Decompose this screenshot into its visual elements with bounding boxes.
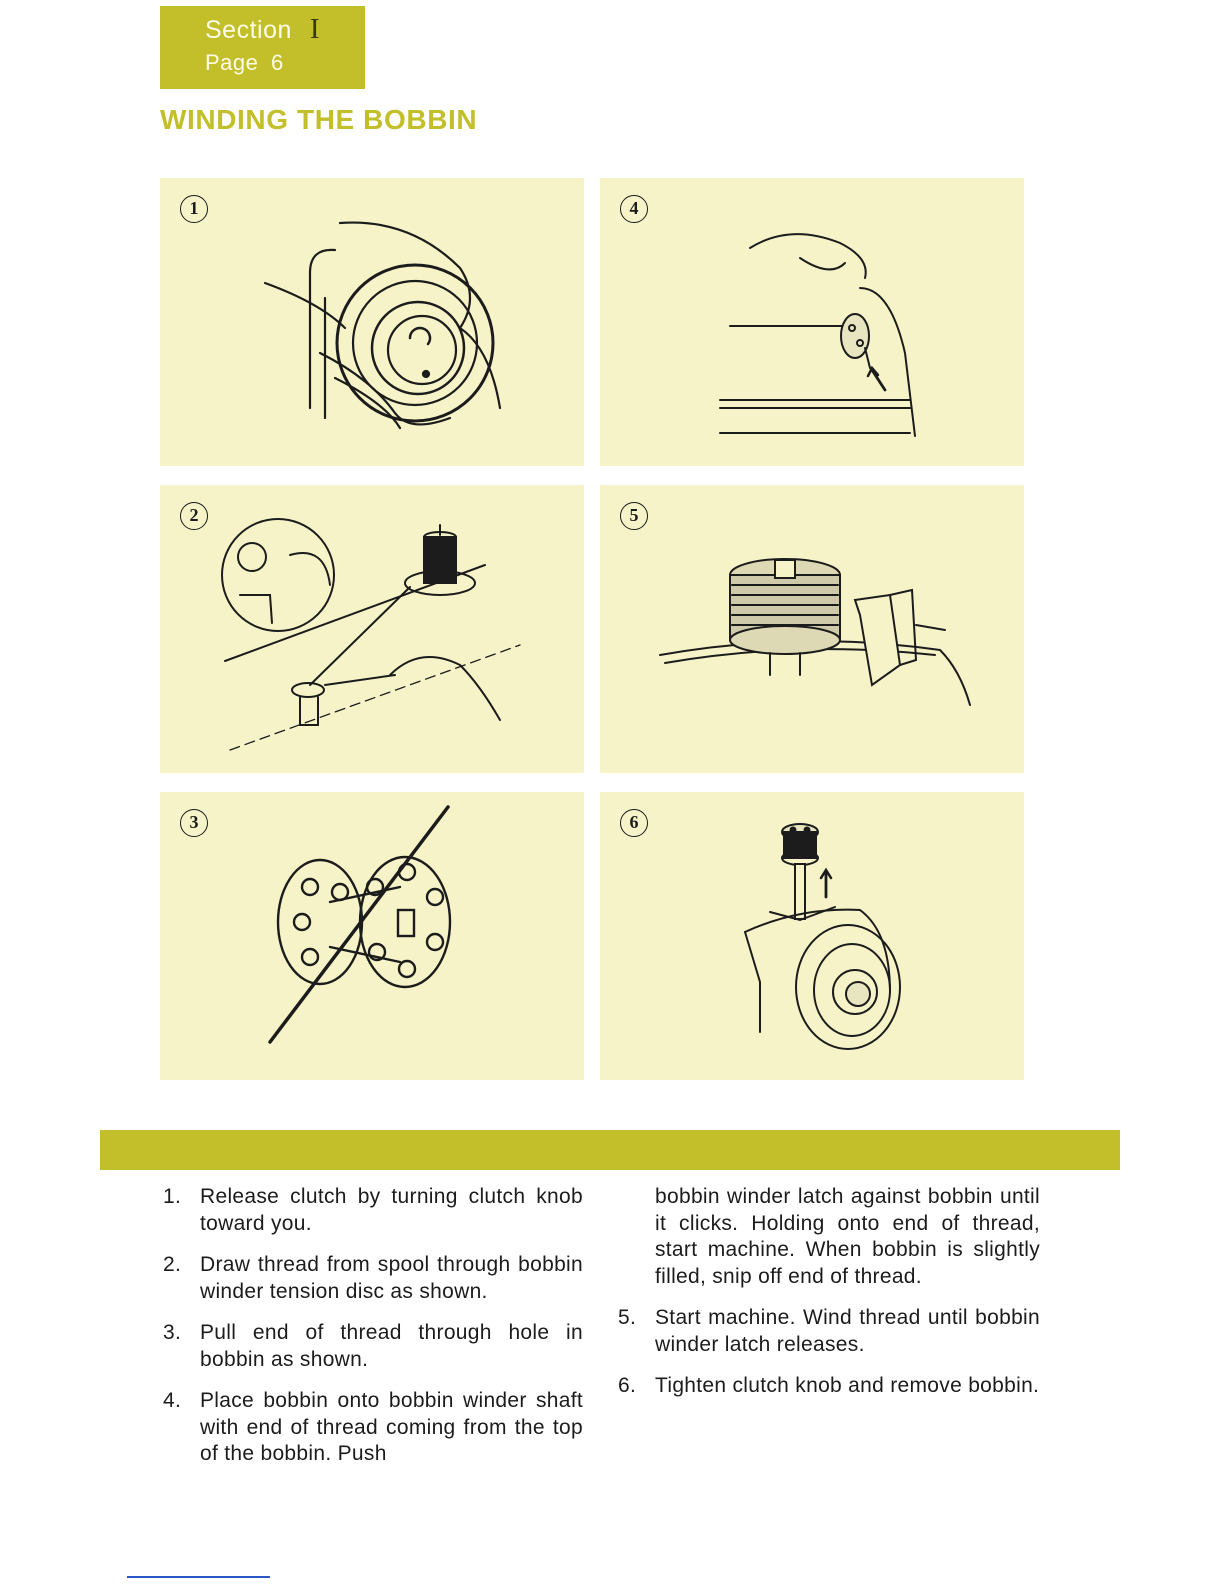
instruction-text: Tighten clutch knob and remove bobbin. <box>655 1374 1040 1397</box>
instruction-item <box>163 1184 583 1237</box>
instruction-item <box>163 1388 583 1468</box>
instruction-item <box>163 1252 583 1305</box>
step-panel-6 <box>600 792 1024 1080</box>
instructions-right-column <box>618 1184 1040 1415</box>
bobbin-winding-thread-icon <box>600 485 1024 773</box>
instruction-continuation: bobbin winder latch against bobbin until it clicks. Holding onto end of thread, start machine. When bobbin is slightly filled, snip off end of thread. <box>655 1185 1040 1288</box>
page-title: WINDING THE BOBBIN <box>160 104 478 135</box>
instruction-text: Start machine. Wind thread until bobbin winder latch releases. <box>655 1306 1040 1356</box>
instruction-text: Release clutch by turning clutch knob toward you. <box>200 1185 583 1235</box>
step-number: 2 <box>180 502 208 530</box>
instruction-text: Place bobbin onto bobbin winder shaft with end of thread coming from the top of the bobbin. Push <box>200 1389 583 1465</box>
step-panel-1 <box>160 178 584 466</box>
section-label: Section <box>205 16 292 44</box>
instruction-item <box>618 1305 1040 1358</box>
clutch-knob-hand-icon <box>160 178 584 466</box>
step-number: 5 <box>620 502 648 530</box>
step-number: 6 <box>620 809 648 837</box>
remove-bobbin-icon <box>600 792 1024 1080</box>
bobbin-thread-through-hole-icon <box>160 792 584 1080</box>
instruction-number: 1. <box>163 1185 182 1208</box>
instruction-number: 2. <box>163 1253 182 1276</box>
instruction-item <box>618 1373 1040 1400</box>
step-panel-5 <box>600 485 1024 773</box>
thread-spool-tension-disc-icon <box>160 485 584 773</box>
step-number: 4 <box>620 195 648 223</box>
instructions-left-column <box>163 1184 583 1483</box>
instruction-number: 3. <box>163 1321 182 1344</box>
instruction-number: 6. <box>618 1374 637 1397</box>
instruction-item <box>163 1320 583 1373</box>
footer-rule <box>127 1576 270 1578</box>
instruction-text: Draw thread from spool through bobbin winder tension disc as shown. <box>200 1253 583 1303</box>
bobbin-on-winder-shaft-icon <box>600 178 1024 466</box>
page-label: Page <box>205 50 259 75</box>
section-number: I <box>309 13 321 45</box>
step-number: 3 <box>180 809 208 837</box>
instruction-number: 4. <box>163 1389 182 1412</box>
step-panel-3 <box>160 792 584 1080</box>
section-badge <box>160 6 365 89</box>
instruction-text: Pull end of thread through hole in bobbin as shown. <box>200 1321 583 1371</box>
divider-bar <box>100 1130 1120 1170</box>
step-panel-4 <box>600 178 1024 466</box>
page-number: 6 <box>271 50 284 75</box>
step-panel-2 <box>160 485 584 773</box>
step-number: 1 <box>180 195 208 223</box>
instruction-number: 5. <box>618 1306 637 1329</box>
